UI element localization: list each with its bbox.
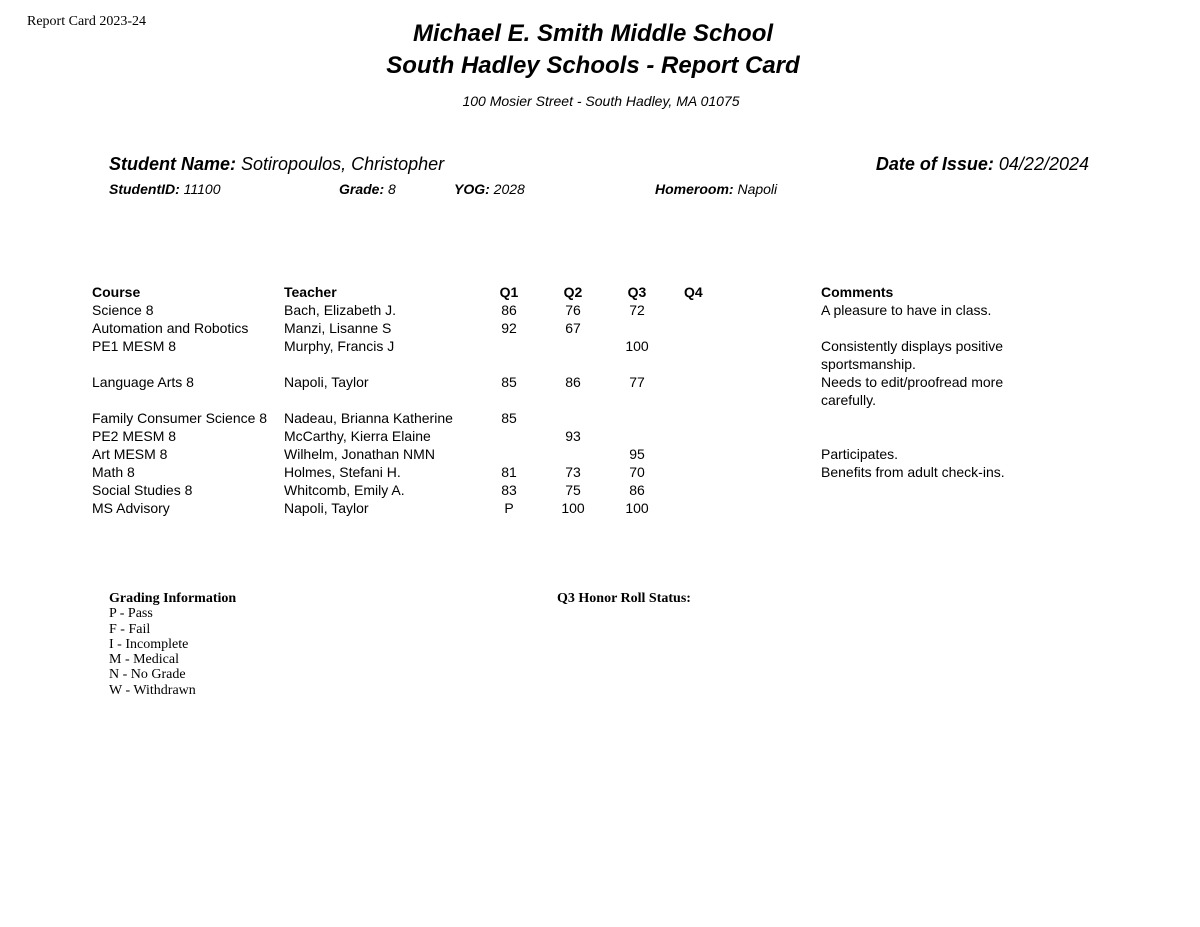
column-header-course: Course [92, 284, 141, 300]
comments-cell: Needs to edit/proofread more carefully. [821, 374, 1004, 408]
yog-label: YOG: [454, 181, 490, 197]
grade-field [339, 181, 396, 197]
homeroom-value: Napoli [737, 181, 778, 197]
q1-grade-cell: 81 [501, 464, 517, 480]
q2-grade-cell: 100 [561, 500, 585, 516]
teacher-cell: McCarthy, Kierra Elaine [284, 428, 431, 444]
teacher-cell: Bach, Elizabeth J. [284, 302, 397, 318]
table-row [92, 373, 1029, 409]
comments-cell: Benefits from adult check-ins. [821, 464, 1005, 480]
date-of-issue-label: Date of Issue: [875, 154, 994, 174]
q1-grade-cell: 85 [501, 410, 517, 426]
teacher-cell: Whitcomb, Emily A. [284, 482, 405, 498]
q3-grade-cell: 72 [629, 302, 645, 318]
date-of-issue-field [876, 154, 1089, 175]
date-of-issue-value: 04/22/2024 [998, 154, 1089, 174]
teacher-cell: Napoli, Taylor [284, 500, 369, 516]
q3-grade-cell: 86 [629, 482, 645, 498]
school-address: 100 Mosier Street - South Hadley, MA 01075 [462, 93, 740, 109]
table-row [92, 427, 1029, 445]
column-header-comments: Comments [821, 284, 894, 300]
course-cell: PE1 MESM 8 [92, 338, 177, 354]
q2-grade-cell: 93 [565, 428, 581, 444]
q1-grade-cell: P [504, 500, 514, 516]
yog-field [454, 181, 525, 197]
course-cell: Social Studies 8 [92, 482, 193, 498]
column-header-q2: Q2 [563, 284, 583, 300]
table-header-row [92, 283, 1029, 301]
honor-roll-label: Q3 Honor Roll Status: [557, 591, 691, 606]
course-cell: Language Arts 8 [92, 374, 194, 390]
homeroom-label: Homeroom: [655, 181, 734, 197]
course-cell: Automation and Robotics [92, 320, 249, 336]
grading-legend-item: W - Withdrawn [109, 682, 196, 698]
table-row [92, 499, 1029, 517]
q1-grade-cell: 92 [501, 320, 517, 336]
teacher-cell: Wilhelm, Jonathan NMN [284, 446, 435, 462]
column-header-teacher: Teacher [284, 284, 337, 300]
grading-legend-item: I - Incomplete [109, 636, 189, 652]
student-name-value: Sotiropoulos, Christopher [241, 154, 445, 174]
table-row [92, 445, 1029, 463]
q2-grade-cell: 73 [565, 464, 581, 480]
table-row [92, 409, 1029, 427]
table-row [92, 481, 1029, 499]
column-header-q3: Q3 [627, 284, 647, 300]
q1-grade-cell: 86 [501, 302, 517, 318]
teacher-cell: Napoli, Taylor [284, 374, 369, 390]
grading-legend-item: F - Fail [109, 621, 151, 637]
grade-label: Grade: [339, 181, 385, 197]
yog-value: 2028 [493, 181, 525, 197]
comments-cell: A pleasure to have in class. [821, 302, 992, 318]
teacher-cell: Murphy, Francis J [284, 338, 395, 354]
student-id-value: 11100 [183, 181, 221, 197]
comments-cell: Participates. [821, 446, 899, 462]
grading-info-title: Grading Information [109, 591, 237, 606]
course-cell: Family Consumer Science 8 [92, 410, 268, 426]
school-name: Michael E. Smith Middle School [412, 20, 774, 47]
student-id-label: StudentID: [109, 181, 180, 197]
q3-grade-cell: 77 [629, 374, 645, 390]
student-id-field [109, 181, 221, 197]
table-body [92, 301, 1029, 517]
grade-value: 8 [388, 181, 396, 197]
comments-cell: Consistently displays positive sportsmanship. [821, 338, 1004, 372]
grading-information [109, 591, 236, 698]
homeroom-field [655, 181, 777, 197]
course-cell: MS Advisory [92, 500, 170, 516]
table-row [92, 463, 1029, 481]
q2-grade-cell: 67 [565, 320, 581, 336]
grades-table [92, 283, 1029, 517]
honor-roll-status [557, 591, 691, 607]
student-name-label: Student Name: [109, 154, 237, 174]
grading-legend-item: N - No Grade [109, 667, 186, 683]
teacher-cell: Manzi, Lisanne S [284, 320, 392, 336]
table-row [92, 319, 1029, 337]
q3-grade-cell: 95 [629, 446, 645, 462]
q1-grade-cell: 85 [501, 374, 517, 390]
course-cell: Art MESM 8 [92, 446, 168, 462]
q3-grade-cell: 70 [629, 464, 645, 480]
grading-legend-list [109, 606, 236, 698]
course-cell: Math 8 [92, 464, 135, 480]
q3-grade-cell: 100 [625, 500, 649, 516]
grading-legend-item: P - Pass [109, 606, 153, 622]
report-title: South Hadley Schools - Report Card [386, 52, 800, 79]
q2-grade-cell: 75 [565, 482, 581, 498]
q2-grade-cell: 86 [565, 374, 581, 390]
q1-grade-cell: 83 [501, 482, 517, 498]
teacher-cell: Nadeau, Brianna Katherine [284, 410, 453, 426]
document-label: Report Card 2023-24 [27, 14, 146, 29]
teacher-cell: Holmes, Stefani H. [284, 464, 401, 480]
student-name-field [109, 154, 444, 175]
course-cell: PE2 MESM 8 [92, 428, 177, 444]
table-row [92, 337, 1029, 373]
table-row [92, 301, 1029, 319]
column-header-q4: Q4 [684, 284, 703, 300]
column-header-q1: Q1 [499, 284, 519, 300]
course-cell: Science 8 [92, 302, 154, 318]
grading-legend-item: M - Medical [109, 652, 179, 668]
q2-grade-cell: 76 [565, 302, 581, 318]
q3-grade-cell: 100 [625, 338, 649, 354]
